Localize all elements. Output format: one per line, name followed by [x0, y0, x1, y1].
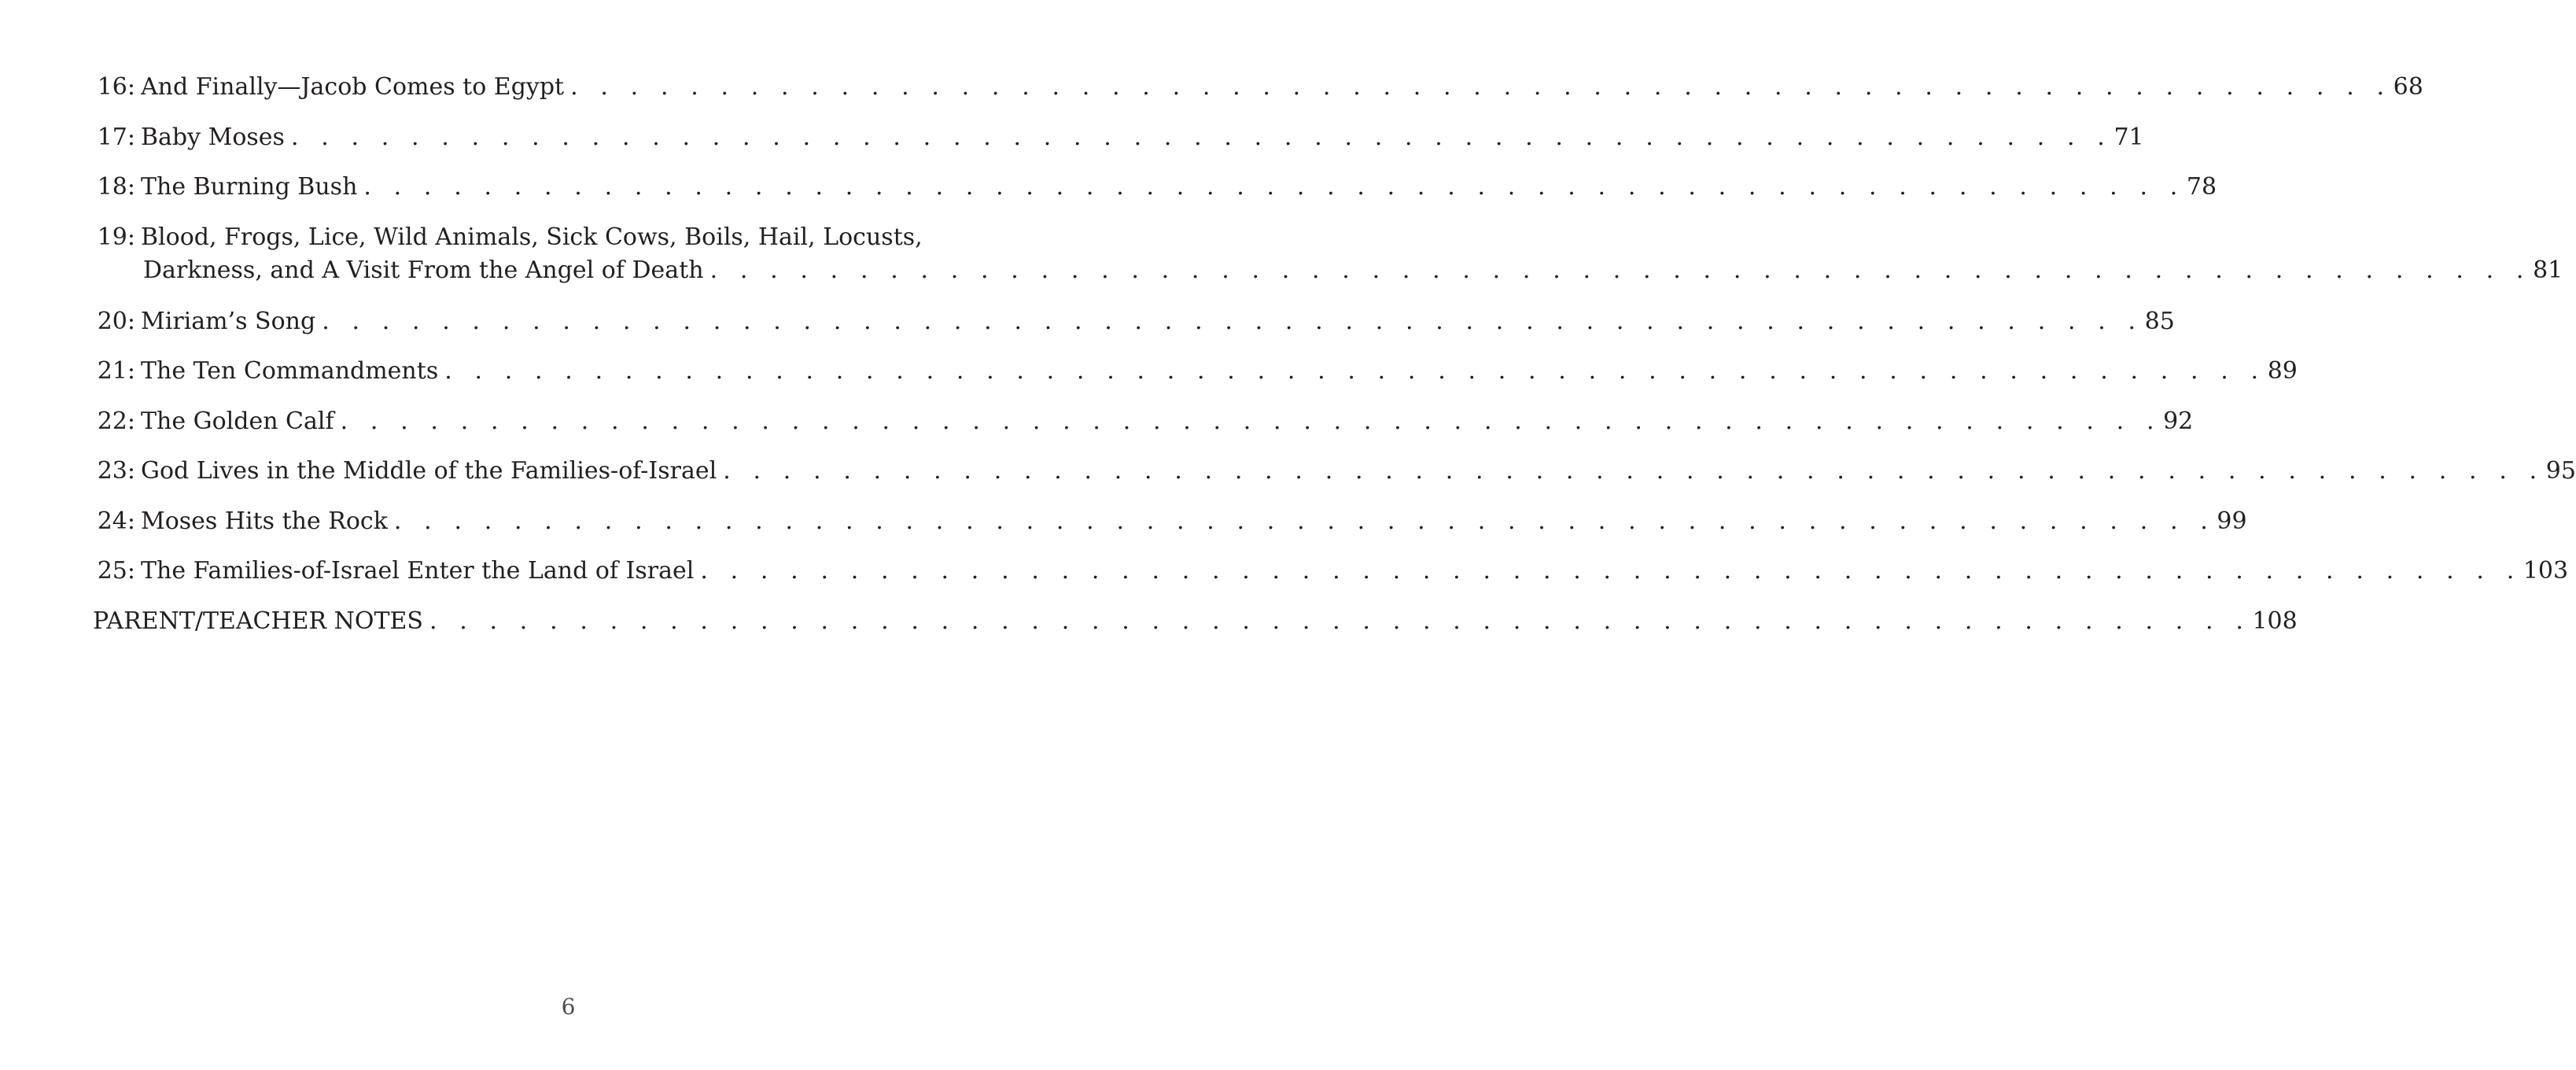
dot-leader: . . . . . . . . . . . . . . . . . . . . . . . . . . . . . . . . . . . . . . . . . . . . . . . . . . . . . . . . . . . . . — [363, 173, 2185, 201]
page-reference: 103 — [2523, 557, 2569, 585]
chapter-title: And Finally—Jacob Comes to Egypt — [141, 73, 565, 101]
dot-leader: . . . . . . . . . . . . . . . . . . . . . . . . . . . . . . . . . . . . . . . . . . . . . . . . . . . . . . . . . . . . . — [723, 457, 2545, 485]
dot-leader: . . . . . . . . . . . . . . . . . . . . . . . . . . . . . . . . . . . . . . . . . . . . . . . . . . . . . . . . . . . . . — [393, 507, 2216, 535]
page-reference: 81 — [2533, 256, 2563, 284]
chapter-title-line-1: Blood, Frogs, Lice, Wild Animals, Sick Cows, Boils, Hail, Locusts, — [141, 223, 923, 251]
dot-leader: . . . . . . . . . . . . . . . . . . . . . . . . . . . . . . . . . . . . . . . . . . . . . . . . . . . . . . . . . . . . . — [709, 256, 2532, 284]
page-reference: 78 — [2186, 173, 2217, 201]
chapter-number: 24: — [97, 507, 135, 535]
chapter-title: Baby Moses — [141, 124, 285, 151]
chapter-number: 21: — [97, 357, 135, 385]
chapter-number: 25: — [97, 557, 135, 585]
chapter-number: 22: — [97, 408, 135, 435]
page-reference: 92 — [2163, 408, 2194, 435]
chapter-title: God Lives in the Middle of the Families-of-Israel — [141, 457, 717, 485]
chapter-number: 18: — [97, 173, 135, 201]
chapter-title-line-2: Darkness, and A Visit From the Angel of Death — [143, 256, 704, 284]
page-reference: 99 — [2217, 507, 2247, 535]
page-reference: 95 — [2545, 457, 2576, 485]
dot-leader: . . . . . . . . . . . . . . . . . . . . . . . . . . . . . . . . . . . . . . . . . . . . . . . . . . . . . . . . . . . . . — [444, 357, 2266, 385]
page-reference: 68 — [2393, 73, 2423, 101]
chapter-title: The Golden Calf — [141, 408, 334, 435]
chapter-title: Moses Hits the Rock — [141, 507, 388, 535]
page-number: 6 — [561, 994, 576, 1020]
toc-entry[interactable] — [0, 221, 2563, 292]
chapter-number: 20: — [97, 308, 135, 335]
page-reference: 89 — [2267, 357, 2298, 385]
dot-leader: . . . . . . . . . . . . . . . . . . . . . . . . . . . . . . . . . . . . . . . . . . . . . . . . . . . . . . . . . . . . . — [700, 557, 2522, 585]
chapter-number: 19: — [97, 223, 135, 251]
chapter-title: The Burning Bush — [141, 173, 358, 201]
chapter-number: 16: — [97, 73, 135, 101]
chapter-number: 17: — [97, 124, 135, 151]
chapter-title: The Families-of-Israel Enter the Land of Israel — [141, 557, 695, 585]
dot-leader: . . . . . . . . . . . . . . . . . . . . . . . . . . . . . . . . . . . . . . . . . . . . . . . . . . . . . . . . . . . . . — [290, 124, 2113, 151]
dot-leader: . . . . . . . . . . . . . . . . . . . . . . . . . . . . . . . . . . . . . . . . . . . . . . . . . . . . . . . . . . . . . — [340, 408, 2162, 435]
page-reference: 108 — [2252, 607, 2298, 635]
dot-leader: . . . . . . . . . . . . . . . . . . . . . . . . . . . . . . . . . . . . . . . . . . . . . . . . . . . . . . . . . . . . . — [570, 73, 2392, 101]
page-reference: 85 — [2144, 308, 2175, 335]
dot-leader: . . . . . . . . . . . . . . . . . . . . . . . . . . . . . . . . . . . . . . . . . . . . . . . . . . . . . . . . . . . . . — [322, 308, 2143, 335]
chapter-title: Miriam’s Song — [141, 308, 316, 335]
dot-leader: . . . . . . . . . . . . . . . . . . . . . . . . . . . . . . . . . . . . . . . . . . . . . . . . . . . . . . . . . . . . . — [429, 607, 2251, 635]
chapter-number: 23: — [97, 457, 135, 485]
notes-title: PARENT/TEACHER NOTES — [93, 607, 423, 635]
page-reference: 71 — [2113, 124, 2144, 151]
chapter-title: The Ten Commandments — [141, 357, 439, 385]
